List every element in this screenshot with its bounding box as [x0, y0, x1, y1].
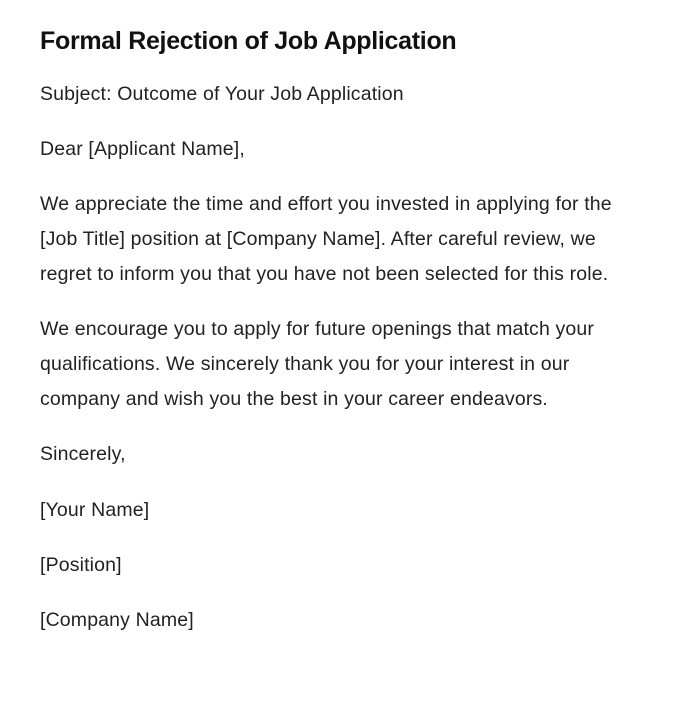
- signature-position: [Position]: [40, 554, 122, 576]
- salutation: Dear [Applicant Name],: [40, 138, 245, 160]
- body-paragraph-2: We encourage you to apply for future openings that match your qualifications. We sincerely thank you for your interest in our company and wish you the best in your career endeavors.: [40, 318, 595, 410]
- document-title: Formal Rejection of Job Application: [40, 27, 457, 55]
- subject-line: Subject: Outcome of Your Job Application: [40, 83, 404, 105]
- signature-company: [Company Name]: [40, 609, 194, 631]
- body-paragraph-1: We appreciate the time and effort you invested in applying for the [Job Title] position at [Company Name]. After careful review, we regret to inform you that you have not been selected for this role.: [40, 193, 612, 285]
- closing: Sincerely,: [40, 443, 126, 465]
- signature-name: [Your Name]: [40, 499, 150, 521]
